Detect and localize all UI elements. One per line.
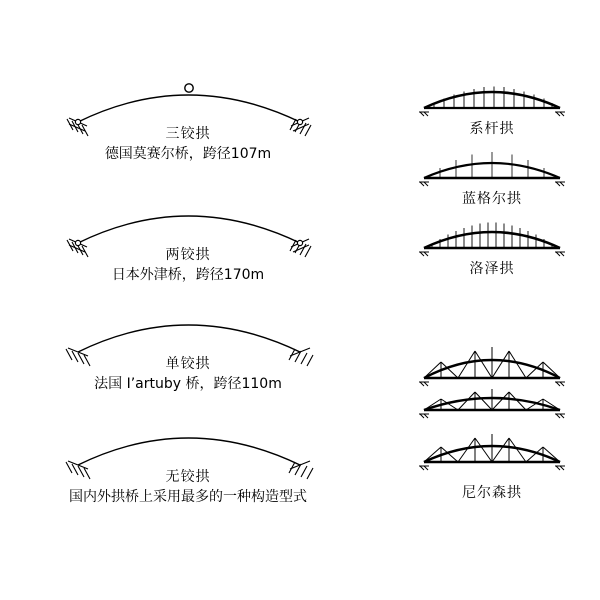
nielsen-arch-2-drawing xyxy=(419,389,565,418)
single-hinged-arch-title: 单铰拱 xyxy=(165,356,211,372)
langer-arch-label: 蓝格尔拱 xyxy=(462,191,522,207)
hingeless-arch-label xyxy=(18,467,358,508)
three-hinged-arch-subtitle: 德国莫赛尔桥，跨径107m xyxy=(104,146,272,163)
three-hinged-arch-title: 三铰拱 xyxy=(165,126,211,142)
hingeless-arch-title: 无铰拱 xyxy=(165,469,211,485)
single-hinged-arch-label xyxy=(38,354,338,395)
single-hinged-arch-subtitle: 法国 I’artuby 桥，跨径110m xyxy=(94,376,282,393)
two-hinged-arch-title: 两铰拱 xyxy=(165,247,211,263)
two-hinged-arch-label xyxy=(38,245,338,286)
langer-arch-drawing xyxy=(419,152,565,186)
lohse-arch-drawing xyxy=(419,223,565,257)
lohse-arch-label: 洛泽拱 xyxy=(469,261,515,277)
tied-arch-label: 系杆拱 xyxy=(469,121,515,137)
nielsen-arch-1-drawing xyxy=(419,347,565,386)
two-hinged-arch-subtitle: 日本外津桥，跨径170m xyxy=(111,267,265,284)
nielsen-arch-label: 尼尔森拱 xyxy=(462,485,522,501)
three-hinged-arch-label xyxy=(38,124,338,165)
tied-arch-drawing xyxy=(419,87,565,117)
nielsen-arch-3-drawing xyxy=(419,434,565,470)
hingeless-arch-subtitle: 国内外拱桥上采用最多的一种构造型式 xyxy=(69,489,307,506)
